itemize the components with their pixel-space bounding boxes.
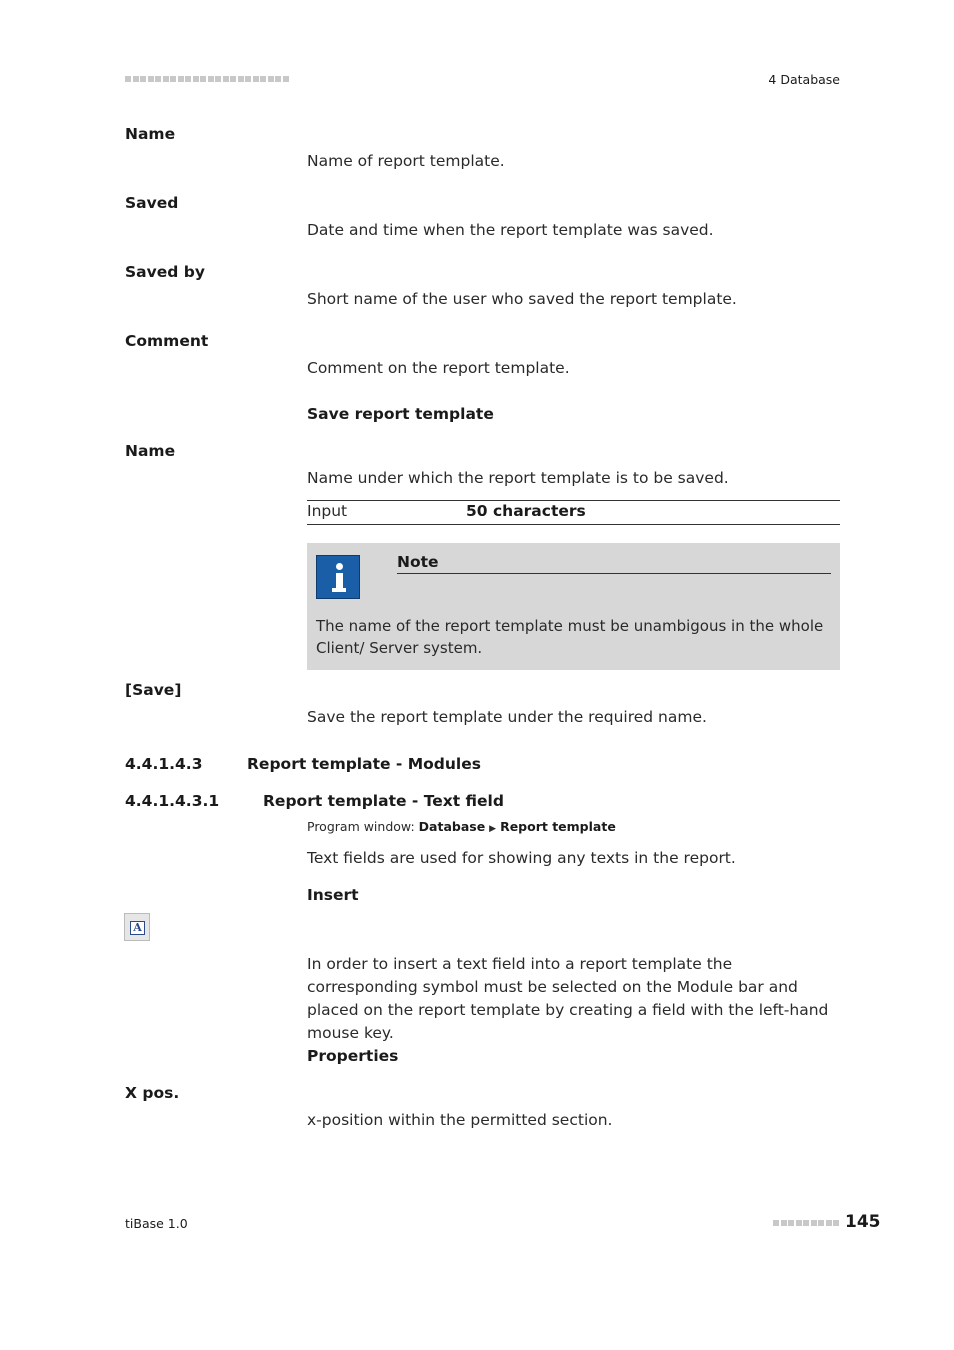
section-number: 4.4.1.4.3: [125, 755, 203, 773]
insert-heading: Insert: [307, 886, 359, 904]
save-report-template-heading: Save report template: [307, 405, 494, 423]
text-field-intro: Text fields are used for showing any texts in the report.: [307, 849, 736, 867]
desc-save-button: Save the report template under the required name.: [307, 708, 707, 726]
term-saved: Saved: [125, 194, 179, 212]
page-number: 145: [845, 1212, 881, 1232]
desc-comment: Comment on the report template.: [307, 359, 570, 377]
header-section-title: 4 Database: [768, 72, 840, 87]
program-window-database: Database: [418, 819, 486, 834]
term-save-button: [Save]: [125, 681, 182, 699]
input-label: Input: [307, 502, 348, 520]
note-text: The name of the report template must be unambigous in the whole Client/ Server system.: [316, 617, 824, 657]
program-window-report-template: Report template: [500, 819, 616, 834]
info-icon: [316, 555, 360, 599]
desc-saved: Date and time when the report template was saved.: [307, 221, 714, 239]
term-x-pos: X pos.: [125, 1084, 180, 1102]
term-save-name: Name: [125, 442, 176, 460]
desc-name: Name of report template.: [307, 152, 505, 170]
subsection-title: Report template - Text field: [263, 792, 504, 810]
desc-saved-by: Short name of the user who saved the report template.: [307, 290, 737, 308]
term-comment: Comment: [125, 332, 209, 350]
input-value: 50 characters: [466, 502, 586, 520]
program-window-label: Program window:: [307, 819, 415, 834]
footer-decoration: [773, 1220, 839, 1226]
insert-description: In order to insert a text field into a report template the corresponding symbol must be selected on the Module bar and placed on the report template by creating a field with the left-hand mouse key.: [307, 955, 829, 1042]
note-title: Note: [397, 553, 831, 574]
text-field-tool-glyph: A: [130, 921, 145, 935]
term-name: Name: [125, 125, 176, 143]
note-box: [307, 543, 840, 670]
text-field-tool-icon: [124, 913, 150, 941]
input-spec-table: [307, 500, 840, 525]
footer-product: tiBase 1.0: [125, 1216, 188, 1231]
triangle-right-icon: ▶: [489, 824, 497, 834]
program-window-path: [307, 819, 616, 834]
properties-heading: Properties: [307, 1047, 399, 1065]
desc-save-name: Name under which the report template is to be saved.: [307, 469, 729, 487]
desc-x-pos: x-position within the permitted section.: [307, 1111, 613, 1129]
header-decoration: [125, 76, 289, 82]
section-title: Report template - Modules: [247, 755, 481, 773]
subsection-number: 4.4.1.4.3.1: [125, 792, 220, 810]
term-saved-by: Saved by: [125, 263, 205, 281]
